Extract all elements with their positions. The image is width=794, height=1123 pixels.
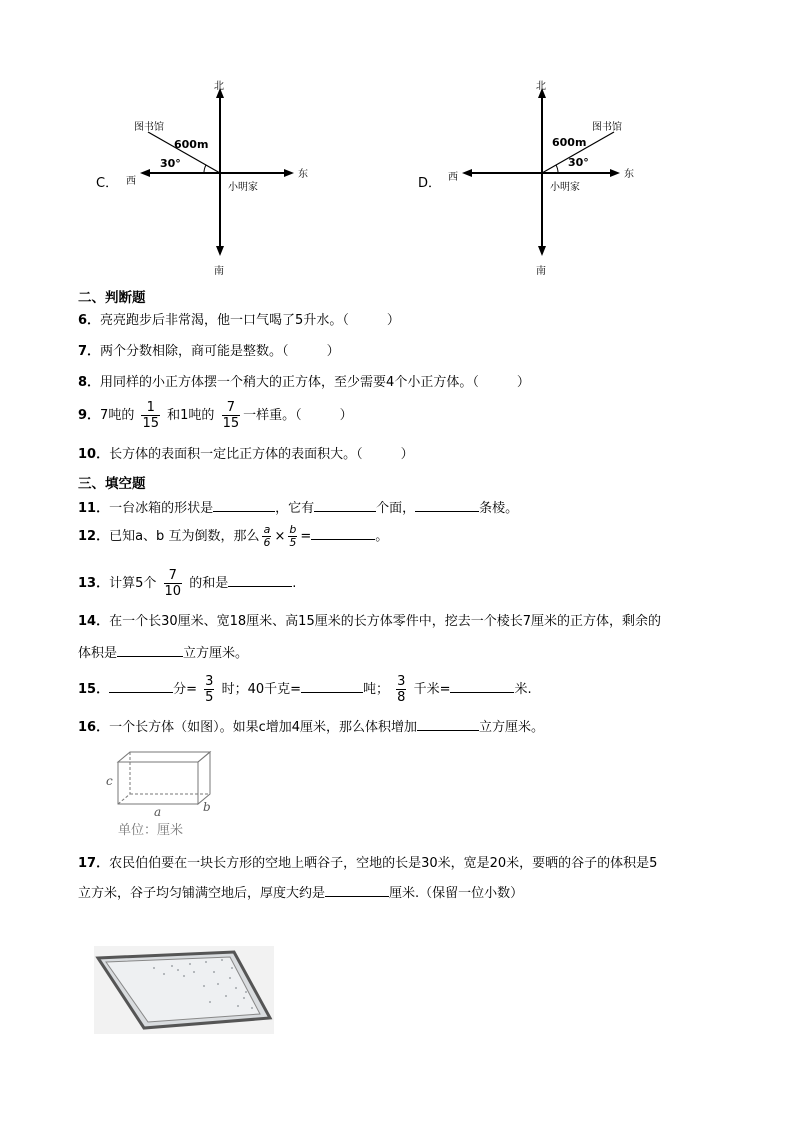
south-label: 南 <box>214 266 224 277</box>
question-text: 在一个长30厘米、宽18厘米、高15厘米的长方体零件中，挖去一个棱长7厘米的正方体，剩余的 <box>109 614 661 629</box>
fraction <box>204 674 214 705</box>
numerator: 3 <box>397 674 406 689</box>
denominator: 15 <box>142 416 160 431</box>
question-number: 12． <box>78 529 110 544</box>
denominator: 15 <box>222 416 240 431</box>
denominator: 5 <box>289 536 297 549</box>
answer-blank[interactable] <box>314 499 376 512</box>
question-text: 一台冰箱的形状是 <box>109 501 214 516</box>
question-text: 时；40千克= <box>221 682 301 697</box>
question-text: 和1吨的 <box>167 408 215 423</box>
question-text: 。 <box>375 529 389 544</box>
question-number: 13． <box>78 576 110 591</box>
north-label: 北 <box>536 81 546 92</box>
question-text: 立方米，谷子均匀铺满空地后，厚度大约是 <box>78 886 326 901</box>
question-text: 体积是 <box>78 646 118 661</box>
question-text: 用同样的小正方体摆一个稍大的正方体，至少需要4个小正方体。（ <box>100 375 479 390</box>
option-d-label: D． <box>418 176 442 191</box>
question-number: 17． <box>78 856 110 871</box>
question-text: ，它有 <box>275 501 315 516</box>
question-text: 农民伯伯要在一块长方形的空地上晒谷子，空地的长是30米，宽是20米，要晒的谷子的体积是5 <box>109 856 658 871</box>
question-17 <box>78 855 657 873</box>
question-8 <box>78 374 530 392</box>
answer-blank[interactable] <box>325 884 389 897</box>
question-text: 个面， <box>376 501 416 516</box>
fraction <box>396 674 406 705</box>
angle-label: 30° <box>568 156 589 169</box>
question-11 <box>78 499 518 518</box>
angle-label: 30° <box>160 157 181 170</box>
south-label: 南 <box>536 266 546 277</box>
question-text: 厘米.（保留一位小数） <box>389 886 524 901</box>
answer-blank[interactable] <box>417 718 479 731</box>
option-d-compass-diagram <box>432 80 652 280</box>
question-text: 千米= <box>413 682 451 697</box>
numerator: 1 <box>141 400 160 416</box>
fraction <box>262 524 271 549</box>
home-label: 小明家 <box>550 182 580 193</box>
answer-blank[interactable] <box>117 644 183 657</box>
question-number: 8． <box>78 375 101 390</box>
denominator: 5 <box>205 690 214 705</box>
question-text: 两个分数相除，商可能是整数。（ <box>100 344 289 359</box>
library-label: 图书馆 <box>592 122 622 133</box>
question-16 <box>78 718 544 737</box>
east-label: 东 <box>298 169 308 180</box>
fraction <box>222 400 241 431</box>
fraction <box>141 400 160 431</box>
paren-close: ） <box>326 344 340 359</box>
fraction <box>288 524 297 549</box>
question-17-line2 <box>78 884 523 903</box>
paren-close: ） <box>339 408 353 423</box>
times-sign: × <box>274 529 286 544</box>
question-text: 7吨的 <box>100 408 135 423</box>
question-text: 分= <box>173 682 197 697</box>
question-text: 亮亮跑步后非常渴，他一口气喝了5升水。（ <box>100 313 349 328</box>
question-number: 6． <box>78 313 101 328</box>
edge-c-label: c <box>106 774 113 788</box>
question-6 <box>78 312 400 330</box>
west-label: 西 <box>126 176 136 187</box>
question-text: 的和是 <box>189 576 229 591</box>
equals-sign: = <box>300 529 312 544</box>
paren-close: ） <box>386 313 400 328</box>
numerator: a <box>263 523 271 536</box>
question-text: 计算5个 <box>109 576 157 591</box>
question-text: 米. <box>514 682 532 697</box>
numerator: 7 <box>222 400 241 416</box>
question-number: 7． <box>78 344 101 359</box>
question-number: 10． <box>78 447 110 462</box>
question-12 <box>78 524 388 549</box>
question-number: 15． <box>78 682 110 697</box>
question-number: 9． <box>78 408 101 423</box>
unit-label: 单位：厘米 <box>118 823 184 838</box>
answer-blank[interactable] <box>450 680 514 693</box>
library-label: 图书馆 <box>134 122 164 133</box>
edge-a-label: a <box>154 805 162 819</box>
question-10 <box>78 446 414 464</box>
grain-tray-illustration <box>94 946 274 1034</box>
question-9 <box>78 400 353 431</box>
question-14-line2 <box>78 644 248 663</box>
numerator: 7 <box>164 568 183 584</box>
question-text: 立方厘米。 <box>183 646 249 661</box>
answer-blank[interactable] <box>109 680 173 693</box>
question-13 <box>78 568 296 599</box>
paren-close: ） <box>516 375 530 390</box>
denominator: 10 <box>164 584 182 599</box>
west-label: 西 <box>448 172 458 183</box>
east-label: 东 <box>624 169 634 180</box>
answer-blank[interactable] <box>415 499 479 512</box>
distance-label: 600m <box>174 138 209 151</box>
option-c-compass-diagram <box>110 80 330 280</box>
home-label: 小明家 <box>228 182 258 193</box>
cuboid-figure <box>100 748 220 840</box>
question-text: 立方厘米。 <box>479 720 545 735</box>
numerator: b <box>289 523 297 536</box>
edge-b-label: b <box>203 800 211 814</box>
numerator: 3 <box>205 674 214 689</box>
question-text: 一样重。（ <box>243 408 302 423</box>
question-text: 已知a、b 互为倒数，那么 <box>109 529 260 544</box>
denominator: 8 <box>397 690 406 705</box>
paren-close: ） <box>400 447 414 462</box>
question-text: 条棱。 <box>479 501 519 516</box>
question-number: 14． <box>78 614 110 629</box>
question-15 <box>78 674 532 705</box>
fraction <box>164 568 183 599</box>
denominator: 6 <box>263 536 271 549</box>
question-14 <box>78 613 661 631</box>
answer-blank[interactable] <box>228 574 292 587</box>
question-number: 11． <box>78 501 110 516</box>
question-7 <box>78 343 340 361</box>
question-text: 吨； <box>363 682 390 697</box>
section-title-judgment: 二、判断题 <box>78 290 146 306</box>
answer-blank[interactable] <box>301 680 363 693</box>
option-c-label: C． <box>96 176 119 191</box>
question-text: 长方体的表面积一定比正方体的表面积大。（ <box>109 447 363 462</box>
section-title-fill-in: 三、填空题 <box>78 476 146 492</box>
distance-label: 600m <box>552 136 587 149</box>
answer-blank[interactable] <box>311 527 375 540</box>
question-text: . <box>292 576 297 591</box>
question-number: 16． <box>78 720 110 735</box>
question-text: 一个长方体（如图）。如果c增加4厘米，那么体积增加 <box>109 720 418 735</box>
answer-blank[interactable] <box>213 499 275 512</box>
north-label: 北 <box>214 81 224 92</box>
